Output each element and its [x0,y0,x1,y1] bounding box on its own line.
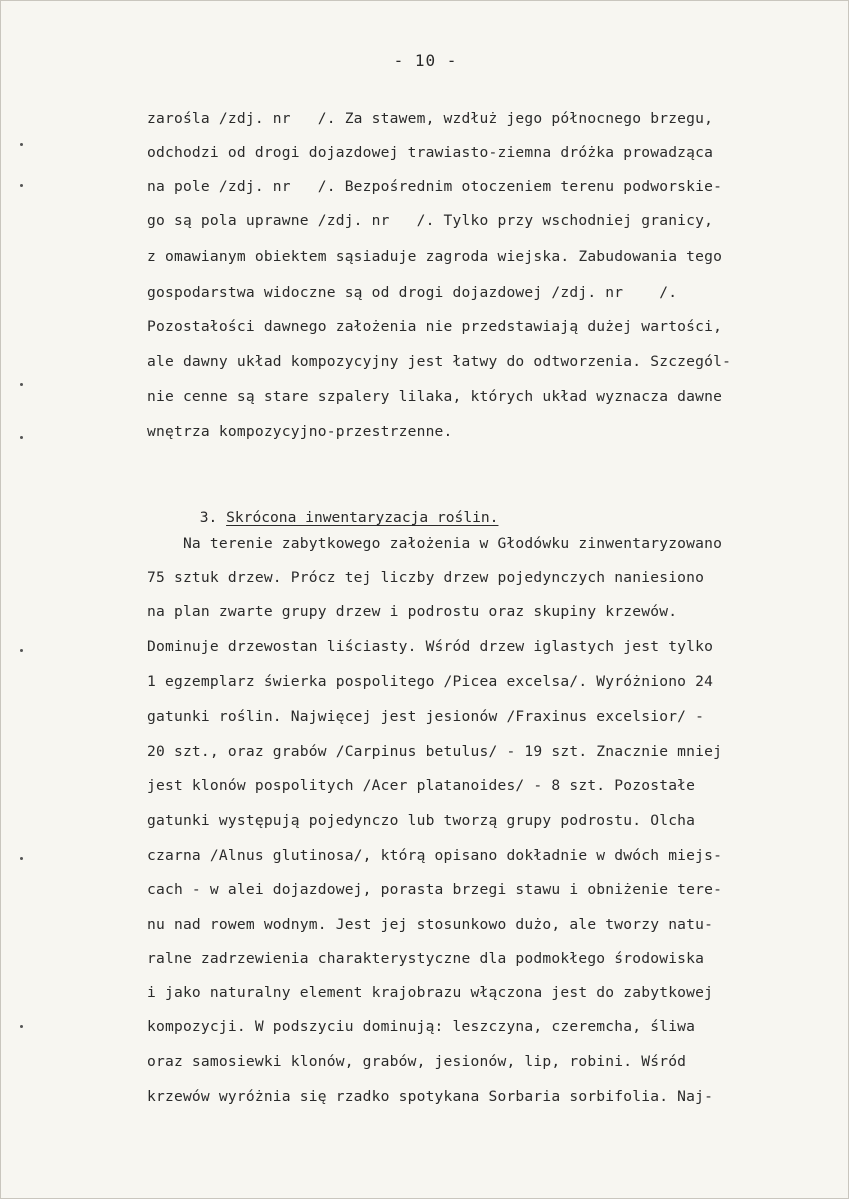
section-title: Skrócona inwentaryzacja roślin. [226,509,499,526]
paragraph-2-line: cach - w alei dojazdowej, porasta brzegi stawu i obniżenie tere- [147,881,723,898]
margin-mark [20,1025,23,1028]
paragraph-1-line: ale dawny układ kompozycyjny jest łatwy do odtworzenia. Szczegól- [147,353,732,370]
paragraph-1-line: go są pola uprawne /zdj. nr /. Tylko przy wschodniej granicy, [147,212,714,229]
paragraph-2-line: gatunki roślin. Najwięcej jest jesionów /Fraxinus excelsior/ - [147,708,705,725]
paragraph-2-line: jest klonów pospolitych /Acer platanoides/ - 8 szt. Pozostałe [147,777,696,794]
paragraph-2-line: ralne zadrzewienia charakterystyczne dla podmokłego środowiska [147,950,705,967]
paragraph-2-line: Na terenie zabytkowego założenia w Głodówku zinwentaryzowano [147,535,723,552]
page-number: - 10 - [393,51,458,70]
paragraph-1-line: zarośla /zdj. nr /. Za stawem, wzdłuż jego północnego brzegu, [147,110,714,127]
paragraph-2-line: kompozycji. W podszyciu dominują: leszczyna, czeremcha, śliwa [147,1018,696,1035]
paragraph-2-line: 20 szt., oraz grabów /Carpinus betulus/ - 19 szt. Znacznie mniej [147,743,723,760]
margin-mark [20,649,23,652]
paragraph-2-line: i jako naturalny element krajobrazu włączona jest do zabytkowej [147,984,714,1001]
paragraph-1-line: wnętrza kompozycyjno-przestrzenne. [147,423,453,440]
section-number: 3. [199,509,218,526]
margin-mark [20,857,23,860]
margin-mark [20,436,23,439]
paragraph-2-line: Dominuje drzewostan liściasty. Wśród drzew iglastych jest tylko [147,638,714,655]
margin-mark [20,143,23,146]
margin-mark [20,184,23,187]
paragraph-2-line: nu nad rowem wodnym. Jest jej stosunkowo dużo, ale tworzy natu- [147,916,714,933]
paragraph-2-line: gatunki występują pojedynczo lub tworzą grupy podrostu. Olcha [147,812,696,829]
paragraph-1-line: Pozostałości dawnego założenia nie przedstawiają dużej wartości, [147,318,723,335]
paragraph-2-line: krzewów wyróżnia się rzadko spotykana Sorbaria sorbifolia. Naj- [147,1088,714,1105]
paragraph-1-line: na pole /zdj. nr /. Bezpośrednim otoczeniem terenu podworskie- [147,178,723,195]
paragraph-2-line: na plan zwarte grupy drzew i podrostu oraz skupiny krzewów. [147,603,678,620]
paragraph-1-line: nie cenne są stare szpalery lilaka, których układ wyznacza dawne [147,388,723,405]
paragraph-1-line: z omawianym obiektem sąsiaduje zagroda wiejska. Zabudowania tego [147,248,723,265]
paragraph-1-line: gospodarstwa widoczne są od drogi dojazdowej /zdj. nr /. [147,284,678,301]
paragraph-1-line: odchodzi od drogi dojazdowej trawiasto-ziemna dróżka prowadząca [147,144,714,161]
paragraph-2-line: czarna /Alnus glutinosa/, którą opisano dokładnie w dwóch miejs- [147,847,723,864]
paragraph-2-line: 75 sztuk drzew. Prócz tej liczby drzew pojedynczych naniesiono [147,569,705,586]
paragraph-2-line: oraz samosiewki klonów, grabów, jesionów, lip, robini. Wśród [147,1053,687,1070]
paragraph-2-line: 1 egzemplarz świerka pospolitego /Picea excelsa/. Wyróżniono 24 [147,673,714,690]
margin-mark [20,383,23,386]
